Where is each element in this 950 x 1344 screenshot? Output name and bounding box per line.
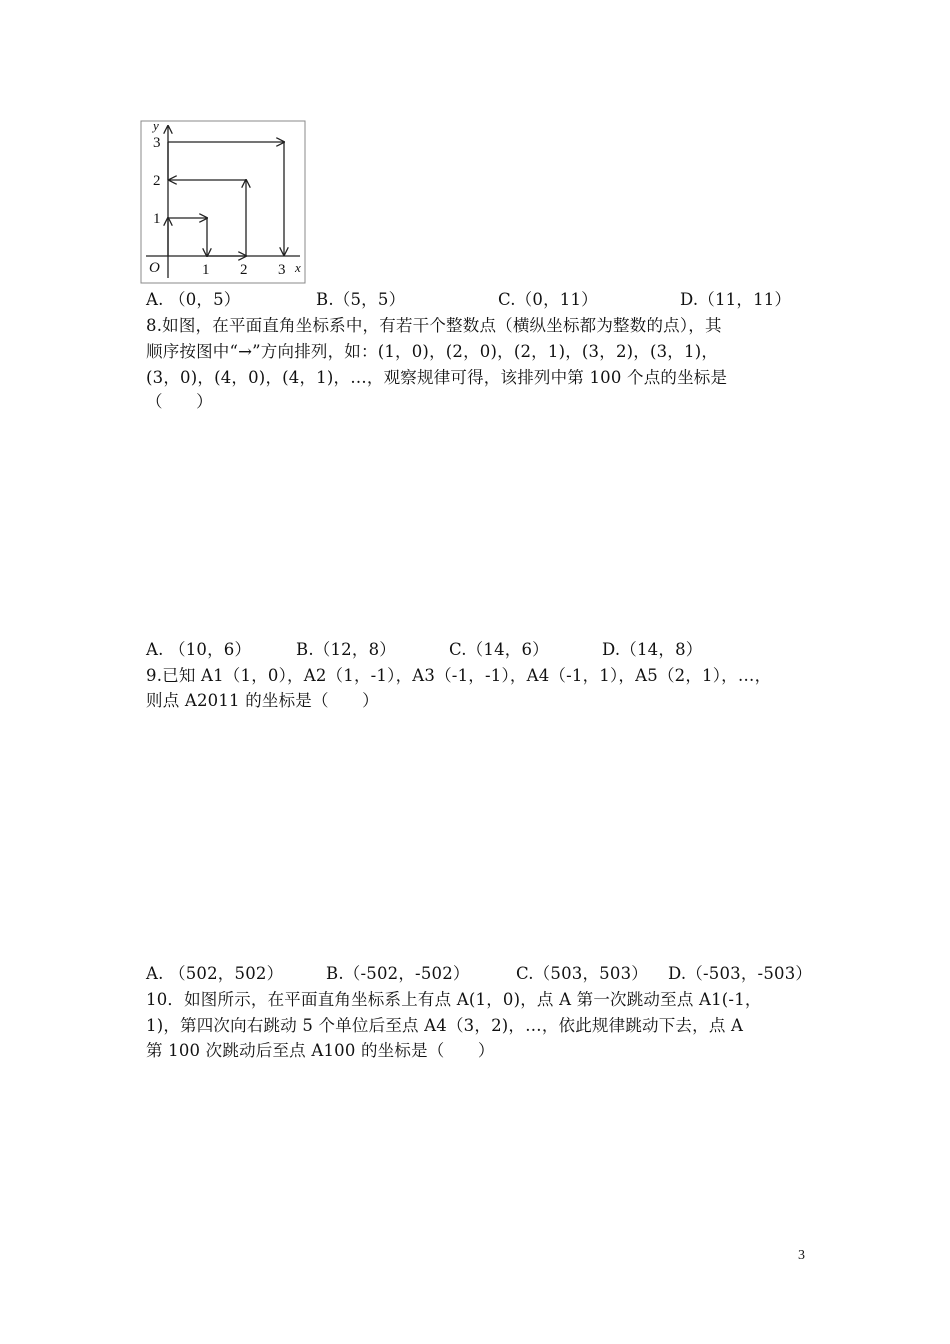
q8-option-b: B.（12，8） — [296, 640, 396, 659]
y-axis-label: y — [153, 120, 159, 133]
q9-options — [146, 964, 812, 984]
q7-options — [146, 290, 791, 310]
q8-option-c: C.（14，6） — [449, 640, 549, 659]
y-tick-2: 2 — [153, 173, 161, 189]
q7-option-a: A. （0，5） — [146, 290, 241, 309]
q8-option-a: A. （10，6） — [146, 640, 252, 659]
q8-line-4: （ ） — [146, 392, 213, 411]
q9-option-a: A. （502，502） — [146, 964, 284, 983]
q8-line-2: 顺序按图中“→”方向排列，如：(1，0)，(2，0)，(2，1)，(3，2)，(3，1)， — [146, 342, 719, 361]
q9-option-b: B.（-502，-502） — [326, 964, 470, 983]
q9-line-2: 则点 A2011 的坐标是（ ） — [146, 691, 379, 710]
q9-option-c: C.（503，503） — [516, 964, 648, 983]
q8-line-3: (3，0)，(4，0)，(4，1)，…，观察规律可得，该排列中第 100 个点的坐标是 — [146, 368, 728, 387]
x-tick-3: 3 — [278, 262, 286, 278]
q10-line-1: 10．如图所示，在平面直角坐标系上有点 A(1，0)，点 A 第一次跳动至点 A1(-1， — [146, 990, 762, 1009]
q10-line-2: 1)，第四次向右跳动 5 个单位后至点 A4（3，2)，…，依此规律跳动下去，点 A — [146, 1016, 744, 1035]
q8-option-d: D.（14，8） — [602, 640, 703, 659]
q10-line-3: 第 100 次跳动后至点 A100 的坐标是（ ） — [146, 1041, 495, 1060]
q7-option-c: C.（0，11） — [498, 290, 598, 309]
origin-label: O — [149, 260, 160, 276]
page-number: 3 — [798, 1248, 805, 1263]
y-tick-1: 1 — [153, 211, 161, 227]
figure-border — [141, 121, 305, 283]
q9-option-d: D.（-503，-503） — [668, 964, 813, 983]
lattice-path-figure — [140, 120, 306, 284]
q7-option-b: B.（5，5） — [316, 290, 406, 309]
x-tick-2: 2 — [240, 262, 248, 278]
x-tick-1: 1 — [202, 262, 210, 278]
q7-option-d: D.（11，11） — [680, 290, 792, 309]
q8-options — [146, 640, 702, 660]
y-tick-3: 3 — [153, 135, 161, 151]
q8-line-1: 8.如图，在平面直角坐标系中，有若干个整数点（横纵坐标都为整数的点），其 — [146, 316, 722, 335]
q9-line-1: 9.已知 A1（1，0），A2（1，-1），A3（-1，-1），A4（-1，1），A5（2，1），…， — [146, 666, 772, 685]
x-axis-label: x — [295, 260, 301, 275]
